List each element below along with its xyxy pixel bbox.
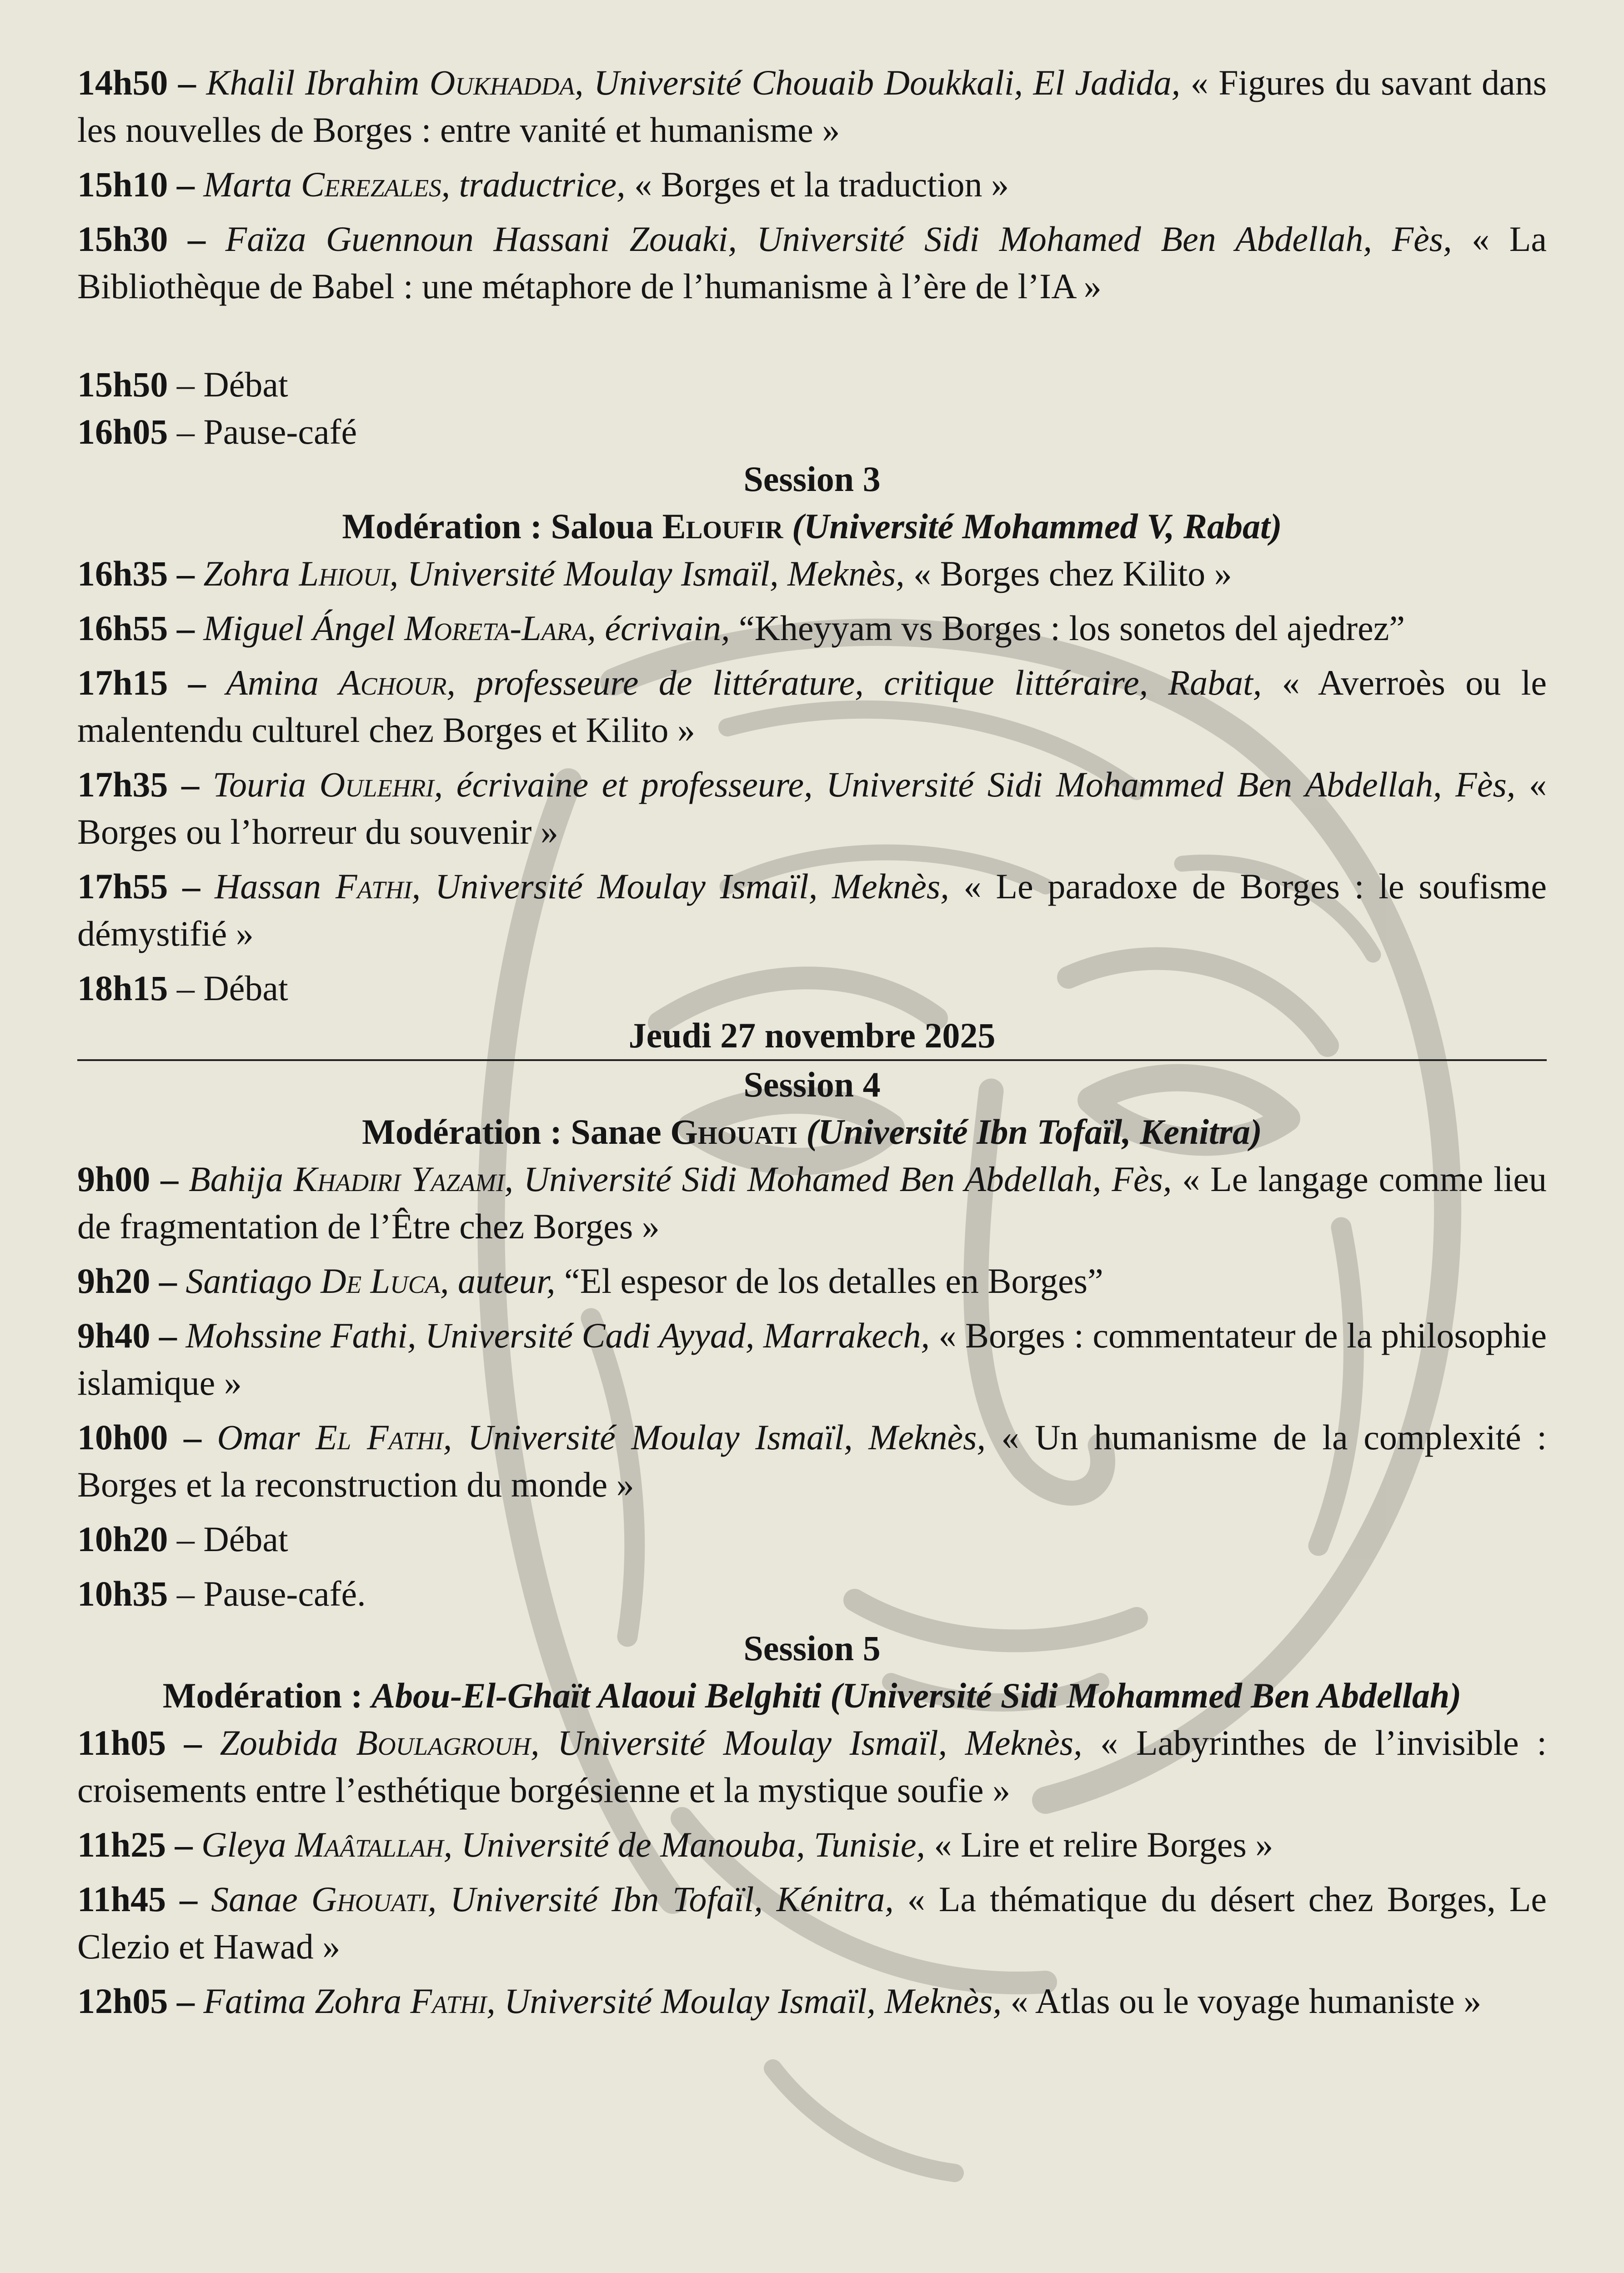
- pause-label: – Pause-café.: [168, 1574, 366, 1613]
- talk-title: « Borges chez Kilito »: [904, 554, 1232, 593]
- debate-entry: [77, 361, 1547, 408]
- speaker-last: Fathi: [335, 866, 412, 906]
- speaker-first: Zohra: [203, 554, 291, 593]
- debate-label: – Débat: [168, 1519, 288, 1559]
- talk-entry: 15h10 – Marta Cerezales, traductrice, « Borges et la traduction »: [77, 165, 1009, 204]
- talk-entry: 9h20 – Santiago De Luca, auteur, “El espesor de los detalles en Borges”: [77, 1261, 1103, 1301]
- talk-title: “El espesor de los detalles en Borges”: [555, 1261, 1103, 1301]
- debate-entry: [77, 965, 1547, 1012]
- speaker-affiliation: , écrivaine et professeure, Université Sidi Mohammed Ben Abdellah, Fès,: [434, 765, 1516, 804]
- speaker-last: Ghouati: [311, 1879, 428, 1919]
- pause-time: 16h05: [77, 412, 168, 451]
- speaker-last: El Fathi: [316, 1417, 443, 1457]
- talk-entry: 10h00 – Omar El Fathi, Université Moulay Ismaïl, Meknès, « Un humanisme de la complexité : Borges et la reconstruction du monde »: [77, 1417, 1547, 1504]
- session-moderation: Modération : Abou-El-Ghaït Alaoui Belghiti (Université Sidi Mohammed Ben Abdellah): [162, 1676, 1462, 1715]
- talk-title: « Averroès ou le malentendu culturel chez Borges et Kilito »: [77, 663, 1547, 750]
- talk-time: 9h40: [77, 1316, 150, 1355]
- talk-entry: 17h35 – Touria Oulehri, écrivaine et professeure, Université Sidi Mohammed Ben Abdellah, Fès, « Borges ou l’horreur du souvenir »: [77, 765, 1547, 851]
- talk-time: 9h00: [77, 1159, 150, 1199]
- speaker-affiliation: , Université Sidi Mohamed Ben Abdellah, Fès,: [504, 1159, 1172, 1199]
- talk-title: « Borges et la traduction »: [625, 165, 1009, 204]
- talk-title: « Labyrinthes de l’invisible : croisements entre l’esthétique borgésienne et la mystique soufie »: [77, 1723, 1547, 1810]
- talk-title: « Lire et relire Borges »: [925, 1825, 1273, 1864]
- debate-entry: [77, 1516, 1547, 1563]
- speaker-last: Boulagrouh: [356, 1723, 531, 1762]
- talk-time: 10h00: [77, 1417, 168, 1457]
- speaker-affiliation: , Université Moulay Ismaïl, Meknès,: [389, 554, 905, 593]
- speaker-first: Amina: [226, 663, 319, 702]
- talk-entry: 15h30 – Faïza Guennoun Hassani Zouaki, Université Sidi Mohamed Ben Abdellah, Fès, « La Bibliothèque de Babel : une métaphore de l’humanisme à l’ère de l’IA »: [77, 219, 1547, 306]
- talk-title: « La thématique du désert chez Borges, Le Clezio et Hawad »: [77, 1879, 1547, 1966]
- talk-title: « Un humanisme de la complexité : Borges et la reconstruction du monde »: [77, 1417, 1547, 1504]
- speaker-first: Fatima Zohra: [203, 1981, 401, 2021]
- speaker-last: Lhioui: [299, 554, 390, 593]
- speaker-affiliation: , Université Sidi Mohamed Ben Abdellah, Fès,: [728, 219, 1452, 259]
- pause-time: 10h35: [77, 1574, 168, 1613]
- pause-label: – Pause-café: [168, 412, 357, 451]
- talk-time: 9h20: [77, 1261, 150, 1301]
- speaker-first: Touria: [212, 765, 306, 804]
- talk-entry: 11h05 – Zoubida Boulagrouh, Université Moulay Ismaïl, Meknès, « Labyrinthes de l’invisible : croisements entre l’esthétique borgésienne et la mystique soufie »: [77, 1723, 1547, 1810]
- speaker-last: Oulehri: [319, 765, 434, 804]
- speaker-last: De Luca: [321, 1261, 441, 1301]
- talk-title: « La Bibliothèque de Babel : une métaphore de l’humanisme à l’ère de l’IA »: [77, 219, 1547, 306]
- speaker-affiliation: , Université Moulay Ismaïl, Meknès,: [443, 1417, 986, 1457]
- session-4: [77, 1061, 1547, 1617]
- speaker-last: Cerezales: [301, 165, 441, 204]
- talk-title: « Borges : commentateur de la philosophie islamique »: [77, 1316, 1547, 1402]
- debate-time: 10h20: [77, 1519, 168, 1559]
- moderator-affiliation: (Université Mohammed V, Rabat): [783, 506, 1282, 546]
- speaker-affiliation: , Université Moulay Ismaïl, Meknès,: [411, 866, 949, 906]
- debate-label: – Débat: [168, 365, 288, 404]
- speaker-first: Miguel Ángel: [203, 608, 396, 648]
- talk-time: 11h05: [77, 1723, 166, 1762]
- speaker-affiliation: , auteur,: [440, 1261, 556, 1301]
- talk-entry: 16h55 – Miguel Ángel Moreta-Lara, écrivain, “Kheyyam vs Borges : los sonetos del ajedrez”: [77, 608, 1405, 648]
- talk-time: 11h25: [77, 1825, 166, 1864]
- pause-entry: [77, 1570, 1547, 1617]
- talk-time: 17h15: [77, 663, 168, 702]
- debate-time: 18h15: [77, 968, 168, 1008]
- speaker-first: Hassan: [214, 866, 321, 906]
- talk-time: 15h30: [77, 219, 168, 259]
- talk-entry: 11h25 – Gleya Maâtallah, Université de Manouba, Tunisie, « Lire et relire Borges »: [77, 1825, 1273, 1864]
- speaker-last: Oukhadda: [429, 63, 575, 102]
- talk-time: 16h35: [77, 554, 168, 593]
- session-5: [77, 1625, 1547, 2025]
- speaker-affiliation: , Université Chouaib Doukkali, El Jadida,: [574, 63, 1181, 102]
- speaker-first: Gleya: [201, 1825, 286, 1864]
- debate-time: 15h50: [77, 365, 168, 404]
- speaker-first: Faïza Guennoun Hassani Zouaki: [225, 219, 728, 259]
- speaker-first: Santiago: [185, 1261, 312, 1301]
- talk-time: 16h55: [77, 608, 168, 648]
- speaker-first: Omar: [217, 1417, 300, 1457]
- speaker-affiliation: , Université Moulay Ismaïl, Meknès,: [486, 1981, 1002, 2021]
- session-heading: Session 3: [743, 459, 881, 499]
- talk-title: « Le paradoxe de Borges : le soufisme démystifié »: [77, 866, 1547, 953]
- session-moderation: Modération : Saloua Eloufir (Université Mohammed V, Rabat): [342, 506, 1282, 546]
- talk-title: « Borges ou l’horreur du souvenir »: [77, 765, 1547, 851]
- talk-title: « Figures du savant dans les nouvelles de Borges : entre vanité et humanisme »: [77, 63, 1547, 150]
- talk-entry: 11h45 – Sanae Ghouati, Université Ibn Tofaïl, Kénitra, « La thématique du désert chez Borges, Le Clezio et Hawad »: [77, 1879, 1547, 1966]
- day-heading: Jeudi 27 novembre 2025: [77, 1012, 1547, 1061]
- talk-title: “Kheyyam vs Borges : los sonetos del ajedrez”: [730, 608, 1405, 648]
- talk-title: « Le langage comme lieu de fragmentation de l’Être chez Borges »: [77, 1159, 1547, 1246]
- debate-label: – Débat: [168, 968, 288, 1008]
- session-moderation: Modération : Sanae Ghouati (Université Ibn Tofaïl, Kenitra): [362, 1112, 1262, 1152]
- speaker-last: Fathi: [410, 1981, 487, 2021]
- talk-entry: 17h55 – Hassan Fathi, Université Moulay Ismaïl, Meknès, « Le paradoxe de Borges : le soufisme démystifié »: [77, 866, 1547, 953]
- session-heading: Session 5: [743, 1628, 881, 1668]
- speaker-last: Khadiri Yazami: [294, 1159, 505, 1199]
- talk-entry: 12h05 – Fatima Zohra Fathi, Université Moulay Ismaïl, Meknès, « Atlas ou le voyage humaniste »: [77, 1981, 1482, 2021]
- moderator-name: Abou-El-Ghaït Alaoui Belghiti: [371, 1676, 822, 1715]
- speaker-last: Maâtallah: [295, 1825, 444, 1864]
- session-pre: [77, 59, 1547, 456]
- moderator-last: Eloufir: [662, 506, 783, 546]
- speaker-first: Bahija: [189, 1159, 284, 1199]
- talk-entry: 9h00 – Bahija Khadiri Yazami, Université Sidi Mohamed Ben Abdellah, Fès, « Le langage comme lieu de fragmentation de l’Être chez Borges »: [77, 1159, 1547, 1246]
- speaker-first: Khalil Ibrahim: [206, 63, 420, 102]
- speaker-last: Moreta-Lara: [404, 608, 587, 648]
- talk-time: 14h50: [77, 63, 168, 102]
- speaker-affiliation: , professeure de littérature, critique littéraire, Rabat,: [446, 663, 1262, 702]
- pause-entry: [77, 408, 1547, 456]
- speaker-affiliation: , Université Ibn Tofaïl, Kénitra,: [427, 1879, 894, 1919]
- speaker-first: Zoubida: [220, 1723, 338, 1762]
- talk-time: 11h45: [77, 1879, 166, 1919]
- speaker-last: Achour: [339, 663, 447, 702]
- talk-time: 12h05: [77, 1981, 168, 2021]
- program-page: [77, 59, 1547, 2032]
- speaker-first: Sanae: [211, 1879, 298, 1919]
- moderator-affiliation: (Université Sidi Mohammed Ben Abdellah): [821, 1676, 1462, 1715]
- speaker-first: Mohssine Fathi: [185, 1316, 407, 1355]
- talk-entry: 9h40 – Mohssine Fathi, Université Cadi Ayyad, Marrakech, « Borges : commentateur de la philosophie islamique »: [77, 1316, 1547, 1402]
- talk-time: 17h35: [77, 765, 168, 804]
- talk-entry: 17h15 – Amina Achour, professeure de littérature, critique littéraire, Rabat, « Averroès ou le malentendu culturel chez Borges et Kilito »: [77, 663, 1547, 750]
- talk-entry: 16h35 – Zohra Lhioui, Université Moulay Ismaïl, Meknès, « Borges chez Kilito »: [77, 554, 1232, 593]
- speaker-first: Marta: [203, 165, 292, 204]
- speaker-affiliation: , Université Cadi Ayyad, Marrakech,: [407, 1316, 930, 1355]
- speaker-affiliation: , Université de Manouba, Tunisie,: [443, 1825, 925, 1864]
- talk-time: 15h10: [77, 165, 168, 204]
- session-3: [77, 456, 1547, 1012]
- talk-time: 17h55: [77, 866, 168, 906]
- talk-entry: 14h50 – Khalil Ibrahim Oukhadda, Université Chouaib Doukkali, El Jadida, « Figures du savant dans les nouvelles de Borges : entre vanité et humanisme »: [77, 63, 1547, 150]
- moderator-affiliation: (Université Ibn Tofaïl, Kenitra): [797, 1112, 1262, 1152]
- spacer: [77, 317, 1547, 361]
- session-heading: Session 4: [743, 1065, 881, 1104]
- speaker-affiliation: , Université Moulay Ismaïl, Meknès,: [530, 1723, 1083, 1762]
- talk-title: « Atlas ou le voyage humaniste »: [1002, 1981, 1482, 2021]
- speaker-affiliation: , traductrice,: [441, 165, 626, 204]
- moderator-last: Ghouati: [670, 1112, 797, 1152]
- speaker-affiliation: , écrivain,: [587, 608, 730, 648]
